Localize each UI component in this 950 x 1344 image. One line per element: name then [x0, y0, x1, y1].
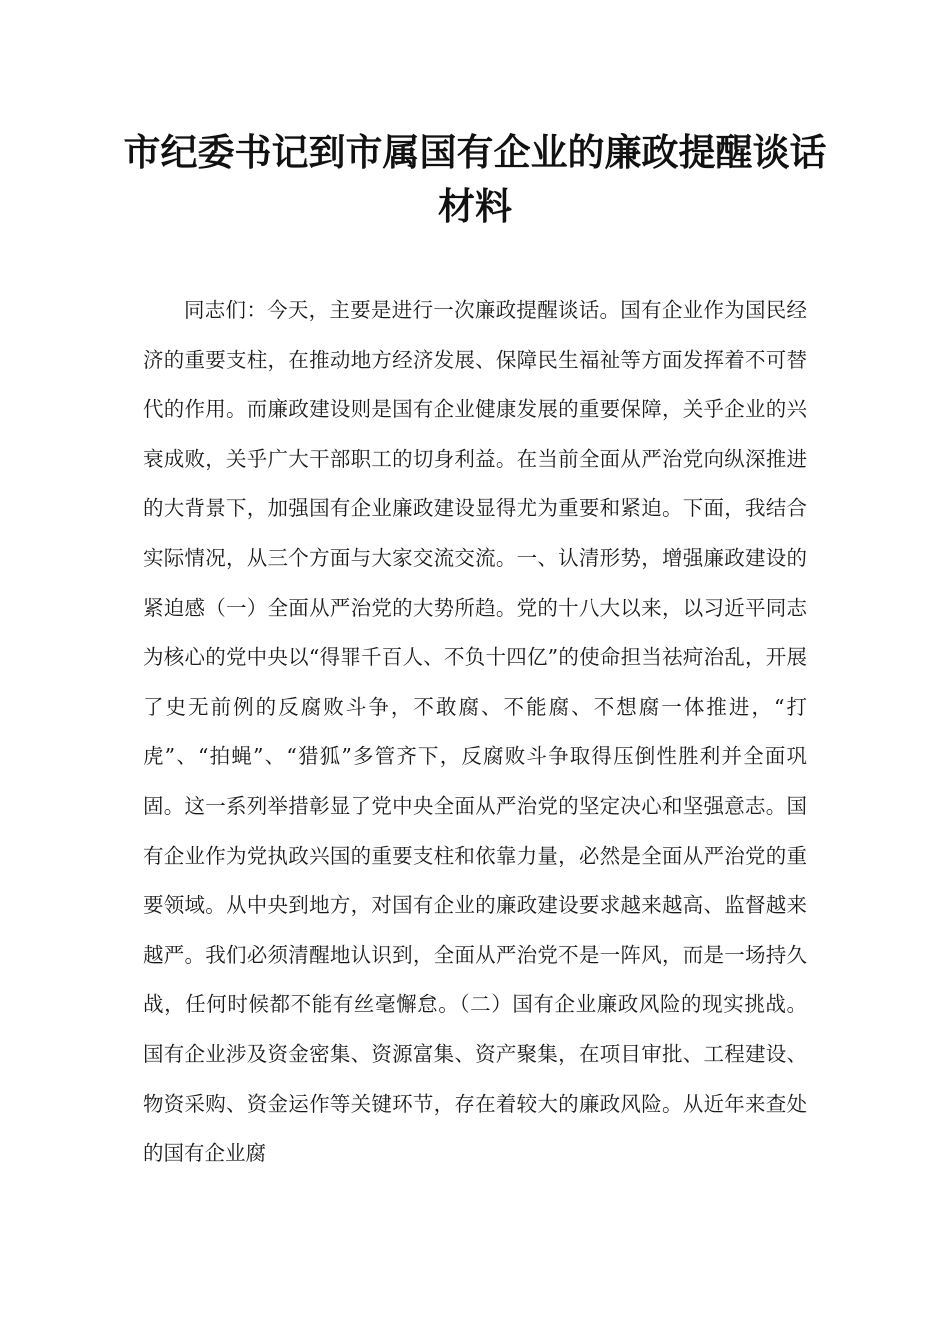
document-title: 市纪委书记到市属国有企业的廉政提醒谈话材料 — [123, 131, 827, 228]
body-paragraph: 同志们：今天，主要是进行一次廉政提醒谈话。国有企业作为国民经济的重要支柱，在推动地方经济发展、保障民生福祉等方面发挥着不可替代的作用。而廉政建设则是国有企业健康发展的重要保障，关乎企业的兴衰成败，关乎广大干部职工的切身利益。在当前全面从严治党向纵深推进的大背景下，加强国有企业廉政建设显得尤为重要和紧迫。下面，我结合实际情况，从三个方面与大家交流交流。一、认清形势，增强廉政建设的紧迫感（一）全面从严治党的大势所趋。党的十八大以来，以习近平同志为核心的党中央以“得罪千百人、不负十四亿”的使命担当祛疴治乱，开展了史无前例的反腐败斗争，不敢腐、不能腐、不想腐一体推进，“打虎”、“拍蝇”、“猎狐”多管齐下，反腐败斗争取得压倒性胜利并全面巩固。这一系列举措彰显了党中央全面从严治党的坚定决心和坚强意志。国有企业作为党执政兴国的重要支柱和依靠力量，必然是全面从严治党的重要领域。从中央到地方，对国有企业的廉政建设要求越来越高、监督越来越严。我们必须清醒地认识到，全面从严治党不是一阵风，而是一场持久战，任何时候都不能有丝毫懈怠。（二）国有企业廉政风险的现实挑战。国有企业涉及资金密集、资源富集、资产聚集，在项目审批、工程建设、物资采购、资金运作等关键环节，存在着较大的廉政风险。从近年来查处的国有企业腐 — [143, 298, 807, 1166]
